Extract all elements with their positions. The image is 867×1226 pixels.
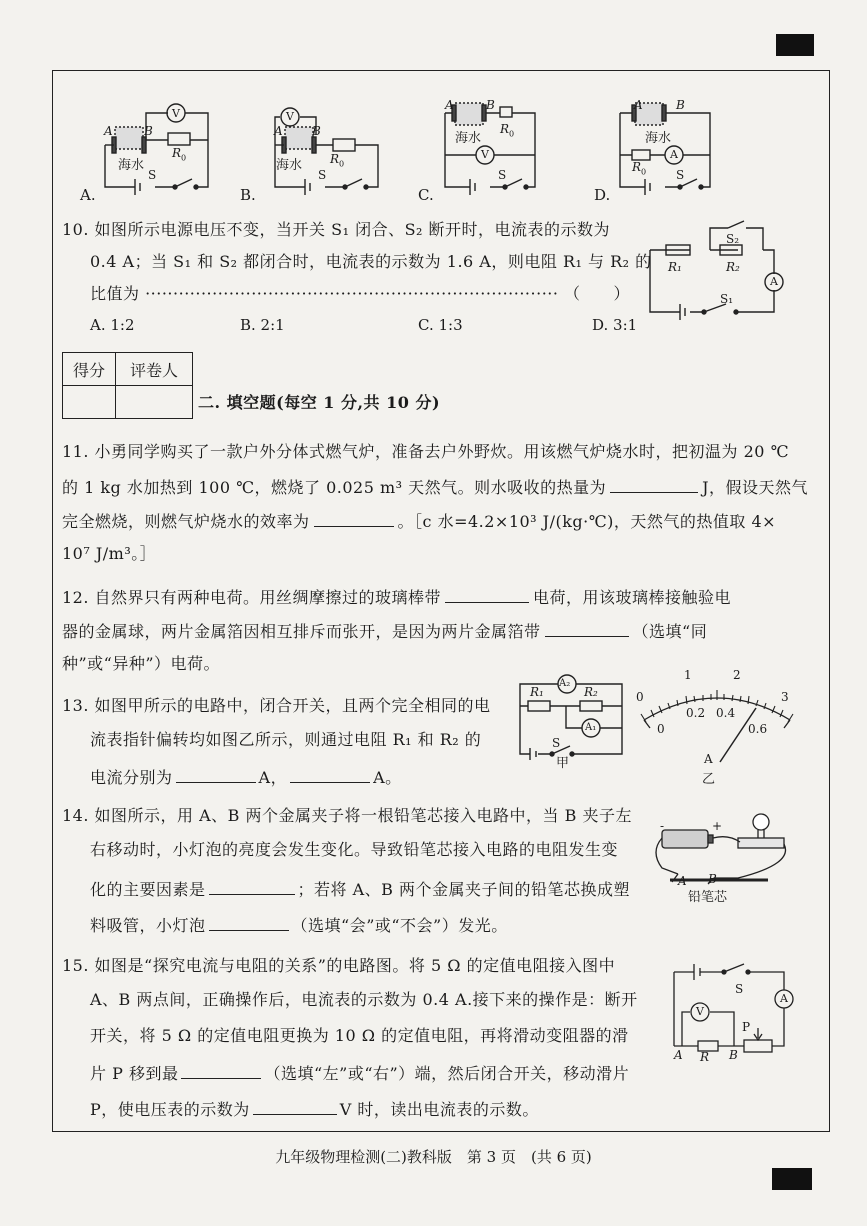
q13-blank-i1[interactable]: [176, 766, 256, 783]
q13-label-a1: A₁: [585, 722, 597, 733]
label-r0-3: [500, 122, 514, 138]
q10-label-s2: S₂: [726, 232, 740, 246]
label-r0-sub: 0: [509, 129, 515, 139]
q10-option-c: C. 1:3: [418, 316, 463, 334]
label-a-1: A: [104, 124, 113, 138]
q12-line1-text: 12. 自然界只有两种电荷。用丝绸摩擦过的玻璃棒带: [62, 588, 442, 607]
q11-line4: 10⁷ J/m³。］: [62, 544, 157, 563]
q11-line2: [62, 476, 808, 498]
q11-line3-text: 完全燃烧，则燃气炉烧水的效率为: [62, 512, 310, 531]
q13-label-r1: R₁: [530, 685, 544, 699]
option-c: C.: [418, 186, 434, 204]
q13-line2: 流表指针偏转均如图乙所示，则通过电阻 R₁ 和 R₂ 的: [90, 730, 482, 749]
label-r0-sub: 0: [339, 159, 345, 169]
q13-line3: [90, 766, 402, 788]
dial-top-3: 3: [781, 690, 789, 704]
q11-line2b-text: J，假设天然气: [702, 478, 809, 497]
q10-line1: 10. 如图所示电源电压不变，当开关 S₁ 闭合、S₂ 断开时，电流表的示数为: [62, 220, 611, 239]
label-r0-text: R: [500, 122, 510, 136]
circuit-option-d: [620, 103, 710, 195]
dial-bottom-0: 0: [657, 722, 665, 736]
q13-line1: 13. 如图甲所示的电路中，闭合开关，且两个完全相同的电: [62, 696, 491, 715]
q14-plus: +: [712, 819, 723, 833]
q14-line3: [90, 878, 630, 900]
option-d: D.: [594, 186, 611, 204]
q15-point-a: A: [674, 1048, 683, 1062]
q11-blank-heat[interactable]: [610, 476, 698, 493]
label-b-1: B: [144, 124, 153, 138]
registration-mark-top: [776, 34, 814, 56]
q14-minus: -: [660, 819, 665, 833]
q15-line5b-text: V 时，读出电流表的示数。: [339, 1100, 539, 1119]
q12-line2b-text: （选填“同: [632, 622, 708, 641]
label-v-1: V: [172, 107, 180, 120]
grader-header: 评卷人: [116, 353, 193, 386]
q10-line3: 比值为 ·········································································· （ ）: [90, 284, 631, 303]
q10-option-d: D. 3:1: [592, 316, 638, 334]
q12-line1: [62, 586, 731, 608]
label-a-4: A: [634, 98, 643, 112]
q15-line1: 15. 如图是“探究电流与电阻的关系”的电路图。将 5 Ω 的定值电阻接入图中: [62, 956, 616, 975]
q14-pencil-lead-label: 铅笔芯: [688, 890, 728, 905]
q13-label-r2: R₂: [584, 685, 598, 699]
q12-blank-charge[interactable]: [445, 586, 529, 603]
dial-bottom-3: 0.6: [748, 722, 768, 736]
label-r0-2: [330, 152, 344, 168]
dial-top-2: 2: [733, 668, 741, 682]
dial-top-0: 0: [636, 690, 644, 704]
option-b: B.: [240, 186, 256, 204]
q10-label-r1: R₁: [668, 260, 682, 274]
q12-line2-text: 器的金属球，两片金属箔因相互排斥而张开，是因为两片金属箔带: [62, 622, 541, 641]
q15-blank-end[interactable]: [181, 1062, 261, 1079]
label-r0-sub: 0: [641, 167, 647, 177]
q15-label-a-meter: A: [780, 992, 788, 1005]
q13-label-s: S: [552, 736, 561, 750]
label-b-2: B: [312, 124, 321, 138]
dial-bottom-2: 0.4: [716, 706, 736, 720]
q13-line3-text: 电流分别为: [90, 768, 173, 787]
q13-unit2: A。: [373, 768, 402, 787]
label-seawater-4: 海水: [645, 131, 672, 146]
label-a-meter-4: A: [670, 148, 678, 161]
grader-cell: [116, 386, 193, 419]
q15-label-s: S: [735, 982, 744, 996]
q11-line3b-text: 。［c 水=4.2×10³ J/(kg·℃)，天然气的热值取 4×: [397, 512, 777, 531]
label-b-4: B: [676, 98, 685, 112]
q15-line4b-text: （选填“左”或“右”）端，然后闭合开关，移动滑片: [264, 1064, 630, 1083]
q14-line1: 14. 如图所示，用 A、B 两个金属夹子将一根铅笔芯接入电路中，当 B 夹子左: [62, 806, 632, 825]
q14-line3b-text: ；若将 A、B 两个金属夹子间的铅笔芯换成塑: [297, 880, 631, 899]
label-b-3: B: [486, 98, 495, 112]
q12-line1b-text: 电荷，用该玻璃棒接触验电: [533, 588, 732, 607]
label-s-4: S: [676, 168, 685, 182]
q15-line5-text: P，使电压表的示数为: [90, 1100, 250, 1119]
q10-circuit-diagram: [644, 216, 794, 326]
q12-line3: 种”或“异种”）电荷。: [62, 654, 221, 673]
label-seawater-2: 海水: [276, 158, 303, 173]
q11-line2-text: 的 1 kg 水加热到 100 ℃，燃烧了 0.025 m³ 天然气。则水吸收的热量为: [62, 478, 607, 497]
label-r0-text: R: [632, 160, 642, 174]
q14-line4: [90, 914, 508, 936]
q14-blank-glow[interactable]: [209, 914, 289, 931]
q15-line4: [90, 1062, 629, 1084]
q12-blank-type[interactable]: [545, 620, 629, 637]
q10-option-a: A. 1:2: [90, 316, 135, 334]
label-s-3: S: [498, 168, 507, 182]
score-table: [62, 352, 193, 419]
label-seawater-3: 海水: [455, 131, 482, 146]
q10-label-s1: S₁: [720, 292, 734, 306]
q15-line3: 开关，将 5 Ω 的定值电阻更换为 10 Ω 的定值电阻，再将滑动变阻器的滑: [90, 1026, 629, 1045]
q13-label-a2: A₂: [559, 678, 571, 689]
q13-label-jia: 甲: [556, 756, 570, 771]
q14-line4b-text: （选填“会”或“不会”）发光。: [291, 916, 508, 935]
dial-top-1: 1: [684, 668, 692, 682]
q14-label-a: A: [678, 874, 687, 888]
dial-label-yi: 乙: [702, 772, 716, 787]
q15-line4-text: 片 P 移到最: [90, 1064, 179, 1083]
q14-line3-text: 化的主要因素是: [90, 880, 206, 899]
label-v-3: V: [481, 148, 489, 161]
q14-line4-text: 料吸管，小灯泡: [90, 916, 206, 935]
q15-label-p: P: [742, 1020, 751, 1034]
q13-blank-i2[interactable]: [290, 766, 370, 783]
score-cell: [63, 386, 116, 419]
q15-line2: A、B 两点间，正确操作后，电流表的示数为 0.4 A.接下来的操作是：断开: [90, 990, 638, 1009]
q11-line1: 11. 小勇同学购买了一款户外分体式燃气炉，准备去户外野炊。用该燃气炉烧水时，把初温为 20 ℃: [62, 442, 789, 461]
q10-label-a: A: [770, 275, 778, 288]
q11-line3: [62, 510, 776, 532]
q12-line2: [62, 620, 707, 642]
page-footer: 九年级物理检测(二)教科版 第 3 页 (共 6 页): [275, 1148, 592, 1166]
q14-line2: 右移动时，小灯泡的亮度会发生变化。导致铅笔芯接入电路的电阻发生变: [90, 840, 619, 859]
label-r0-text: R: [330, 152, 340, 166]
label-a-3: A: [445, 98, 454, 112]
q15-label-r: R: [700, 1050, 710, 1064]
q14-blank-factor[interactable]: [209, 878, 295, 895]
q10-line2: 0.4 A；当 S₁ 和 S₂ 都闭合时，电流表的示数为 1.6 A，则电阻 R₁ 与 R₂ 的: [90, 252, 652, 271]
label-s-2: S: [318, 168, 327, 182]
label-r0-4: [632, 160, 646, 176]
label-r0-1: [172, 146, 186, 162]
label-r0-sub: 0: [181, 153, 187, 163]
q15-blank-voltage[interactable]: [253, 1098, 337, 1115]
score-header: 得分: [63, 353, 116, 386]
label-r0-text: R: [172, 146, 182, 160]
q14-label-b: B: [708, 872, 717, 886]
q10-label-r2: R₂: [726, 260, 740, 274]
q15-line5: [90, 1098, 539, 1120]
q15-point-b: B: [729, 1048, 738, 1062]
circuit-option-c: [445, 103, 535, 195]
circuit-option-a: [105, 104, 208, 195]
q10-option-b: B. 2:1: [240, 316, 285, 334]
dial-bottom-1: 0.2: [686, 706, 706, 720]
registration-mark-bottom: [772, 1168, 812, 1190]
label-seawater-1: 海水: [118, 158, 145, 173]
dial-label-a: A: [704, 752, 713, 766]
label-s-1: S: [148, 168, 157, 182]
label-a-2: A: [274, 124, 283, 138]
q11-blank-efficiency[interactable]: [314, 510, 394, 527]
option-a: A.: [80, 186, 96, 204]
q15-label-v-meter: V: [696, 1005, 704, 1018]
section2-title: 二. 填空题(每空 1 分,共 10 分): [198, 393, 441, 412]
q13-unit1: A，: [258, 768, 288, 787]
label-v-2: V: [286, 110, 294, 123]
